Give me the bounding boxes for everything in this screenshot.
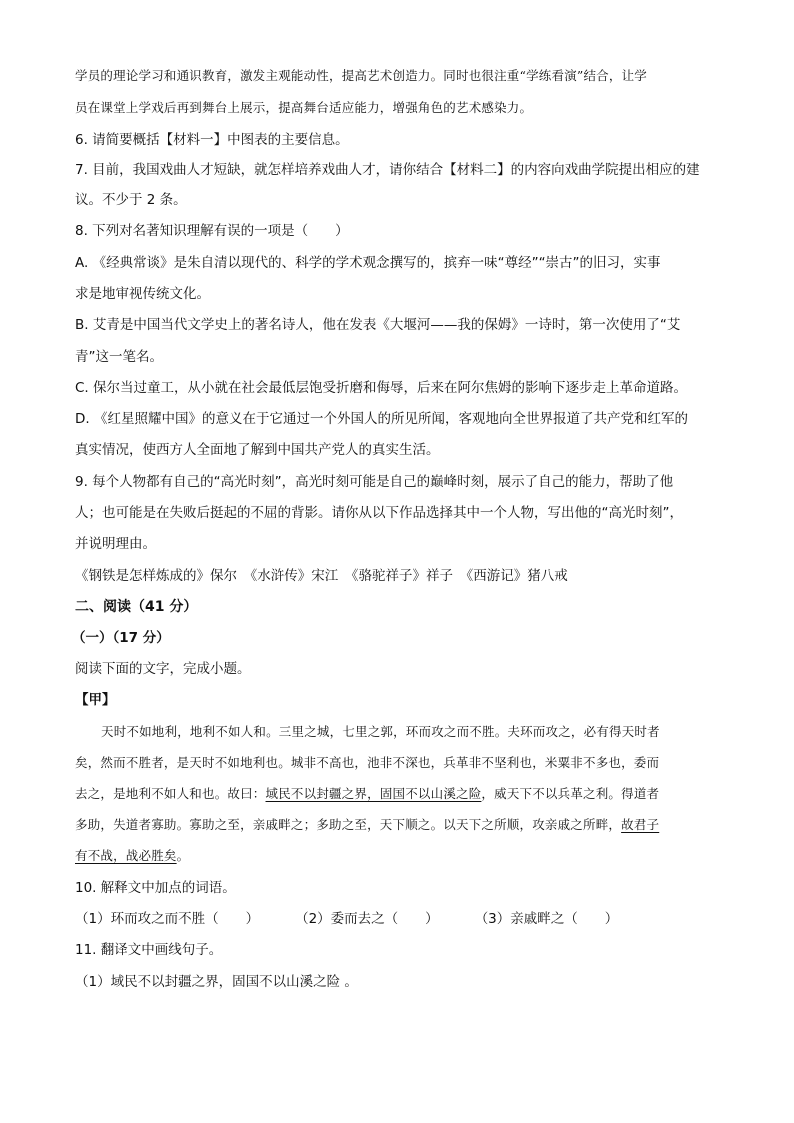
passage-text: 去之，是地利不如人和也。故曰： xyxy=(75,786,266,801)
q10-item-2: （2）委而去之（ ） xyxy=(295,911,439,927)
passage-line xyxy=(75,846,725,866)
book-list: 《钢铁是怎样炼成的》保尔 《水浒传》宋江 《骆驼祥子》祥子 《西游记》猪八戒 xyxy=(75,568,568,584)
q10-item-3: （3）亲戚畔之（ ） xyxy=(474,911,619,927)
underlined-sentence: 域民不以封疆之界，固国不以山溪之险 xyxy=(265,786,482,801)
question-9: 9. 每个人物都有自己的“高光时刻”，高光时刻可能是自己的巅峰时刻，展示了自己的能力，帮助了他 xyxy=(75,474,674,490)
passage-text: ，威天下不以兵革之利。得道者 xyxy=(481,786,660,801)
underlined-sentence: 有不战，战必胜矣 xyxy=(75,848,177,863)
question-11-item-1: （1）域民不以封疆之界，固国不以山溪之险 。 xyxy=(75,974,358,990)
question-8: 8. 下列对名著知识理解有误的一项是（ ） xyxy=(75,223,349,239)
passage-label: 【甲】 xyxy=(75,692,116,708)
q10-item-1: （1）环而攻之而不胜（ ） xyxy=(75,911,260,927)
passage-text: 多助，失道者寡助。寡助之至，亲戚畔之；多助之至，天下顺之。以天下之所顺，攻亲戚之所畔， xyxy=(75,817,622,832)
passage-line: 矣，然而不胜者，是天时不如地利也。城非不高也，池非不深也，兵革非不坚利也，米粟非不多也，委而 xyxy=(75,755,660,770)
option-a-cont: 求是地审视传统文化。 xyxy=(75,286,210,302)
section-heading: 二、阅读（41 分） xyxy=(75,599,198,615)
passage-line xyxy=(75,784,725,804)
question-6: 6. 请简要概括【材料一】中图表的主要信息。 xyxy=(75,132,349,148)
underlined-sentence: 故君子 xyxy=(621,817,660,832)
question-7: 7. 目前，我国戏曲人才短缺，就怎样培养戏曲人才，请你结合【材料二】的内容向戏曲学院提出相应的建 xyxy=(75,162,700,178)
option-d: D. 《红星照耀中国》的意义在于它通过一个外国人的所见所闻，客观地向全世界报道了共产党和红军的 xyxy=(75,411,688,427)
question-7-cont: 议。不少于 2 条。 xyxy=(75,192,187,208)
passage-line xyxy=(75,815,725,835)
option-c: C. 保尔当过童工，从小就在社会最低层饱受折磨和侮辱，后来在阿尔焦姆的影响下逐步走上革命道路。 xyxy=(75,380,688,396)
instruction: 阅读下面的文字，完成小题。 xyxy=(75,661,251,677)
question-9-cont: 并说明理由。 xyxy=(75,536,156,552)
question-9-cont: 人；也可能是在失败后挺起的不屈的背影。请你从以下作品选择其中一个人物，写出他的“高光时刻”， xyxy=(75,505,683,521)
part-heading: （一）（17 分） xyxy=(72,630,170,646)
question-10: 10. 解释文中加点的词语。 xyxy=(75,880,236,896)
text-line: 员在课堂上学戏后再到舞台上展示，提高舞台适应能力，增强角色的艺术感染力。 xyxy=(75,100,533,115)
passage-line: 天时不如地利，地利不如人和。三里之城，七里之郭，环而攻之而不胜。夫环而攻之，必有得天时者 xyxy=(101,724,660,739)
text-line: 学员的理论学习和通识教育，激发主观能动性，提高艺术创造力。同时也很注重“学练看演”结合，让学 xyxy=(75,68,647,83)
option-d-cont: 真实情况，使西方人全面地了解到中国共产党人的真实生活。 xyxy=(75,442,440,458)
option-a: A. 《经典常谈》是朱自清以现代的、科学的学术观念撰写的，摈弃一味“尊经”“崇古”的旧习，实事 xyxy=(75,255,661,271)
option-b: B. 艾青是中国当代文学史上的著名诗人，他在发表《大堰河——我的保姆》一诗时，第一次使用了“艾 xyxy=(75,317,681,333)
passage-text: 。 xyxy=(176,848,190,863)
question-10-items xyxy=(75,909,725,929)
option-b-cont: 青”这一笔名。 xyxy=(75,349,163,365)
question-11: 11. 翻译文中画线句子。 xyxy=(75,942,223,958)
